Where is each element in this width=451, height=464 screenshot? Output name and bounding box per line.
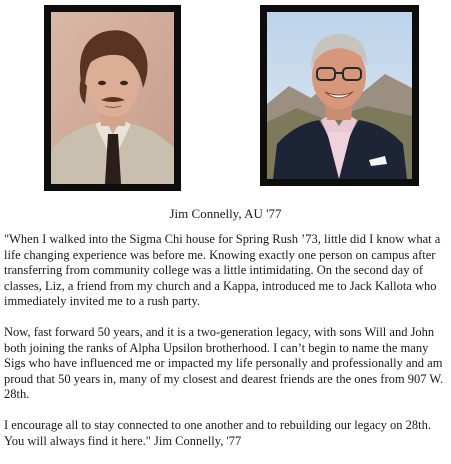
article-body bbox=[4, 232, 449, 464]
photo-caption: Jim Connelly, AU '77 bbox=[169, 206, 282, 221]
paragraph-3: I encourage all to stay connected to one another and to rebuilding our legacy on 28th. You will always find it here." Jim Connelly, '77 bbox=[4, 417, 431, 448]
portrait-recent-image bbox=[267, 12, 412, 179]
portrait-1977-image bbox=[51, 12, 174, 184]
photo-row bbox=[0, 5, 451, 193]
portrait-1977-frame bbox=[44, 5, 181, 191]
portrait-recent-frame bbox=[260, 5, 419, 186]
paragraph-2: Now, fast forward 50 years, and it is a two-generation legacy, with sons Will and John both joining the ranks of Alpha Upsilon brotherhood. I can’t begin to name the many Sigs who have influenced me or impacted my life personally and professionally and am proud that 50 years in, many of my closest and dearest friends are the ones from 907 W. 28th. bbox=[4, 324, 444, 402]
paragraph-1: "When I walked into the Sigma Chi house for Spring Rush ’73, little did I know what a life changing experience was before me. Knowing exactly one person on campus after transferring from community college was a little intimidating. On the second day of classes, Liz, a friend from my church and a Kappa, introduced me to Jack Kallota who immediately invited me to a rush party. bbox=[4, 232, 441, 309]
